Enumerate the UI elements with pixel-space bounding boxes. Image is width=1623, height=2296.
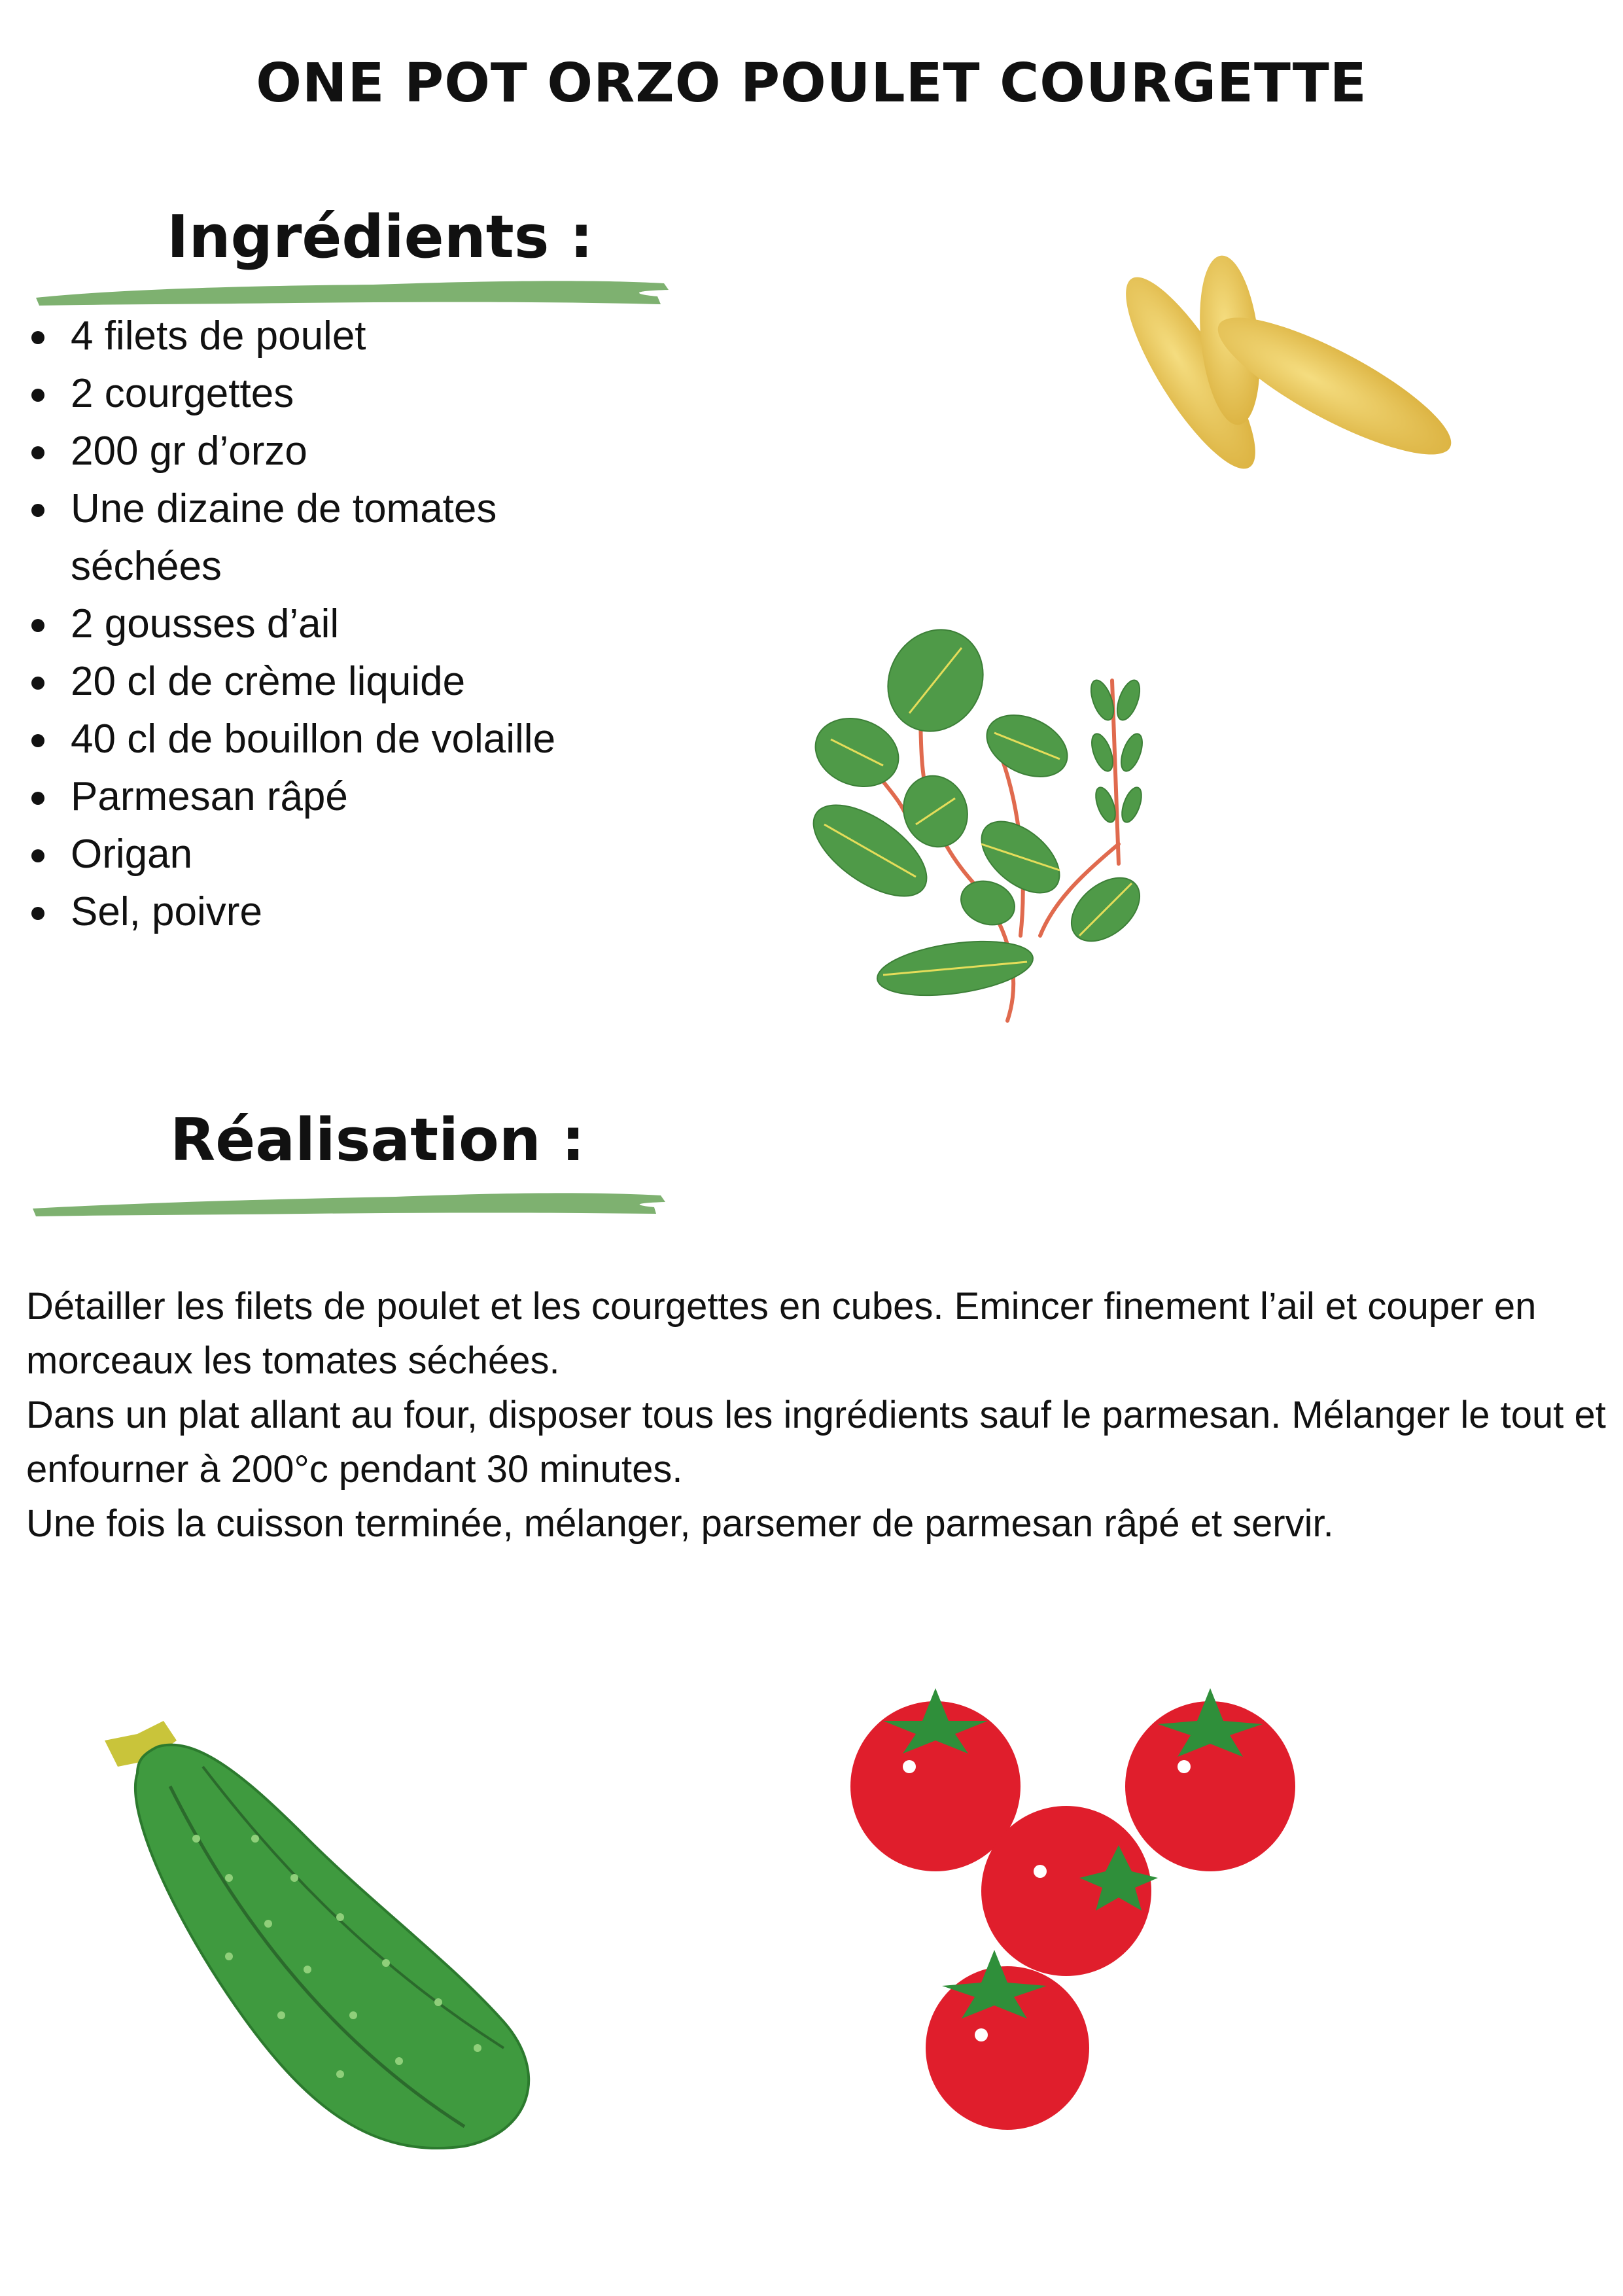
tomatoes-illustration — [844, 1662, 1315, 2159]
recipe-title: ONE POT ORZO POULET COURGETTE — [256, 52, 1367, 115]
ingredients-list — [26, 308, 563, 941]
ingredient-item: Sel, poivre — [26, 883, 563, 941]
ingredient-item: 4 filets de poulet — [26, 308, 563, 365]
herbs-illustration — [805, 628, 1197, 1034]
method-step: Une fois la cuisson terminée, mélanger, parsemer de parmesan râpé et servir. — [26, 1502, 1334, 1545]
ingredient-item: 200 gr d’orzo — [26, 423, 563, 480]
ingredient-item: 2 courgettes — [26, 365, 563, 423]
ingredient-item: Origan — [26, 826, 563, 883]
ingredient-item: 40 cl de bouillon de volaille — [26, 711, 563, 768]
method-heading: Réalisation : — [170, 1106, 585, 1174]
ingredients-heading: Ingrédients : — [167, 203, 593, 272]
ingredient-item: Une dizaine de tomates séchées — [26, 480, 563, 595]
zucchini-illustration — [98, 1708, 569, 2179]
ingredient-item: 20 cl de crème liquide — [26, 653, 563, 711]
method-step: Détailler les filets de poulet et les courgettes en cubes. Emincer finement l’ail et couper en morceaux les tomates séchées. — [26, 1285, 1537, 1382]
ingredients-underline-brush — [33, 272, 674, 311]
method-underline-brush — [29, 1181, 671, 1220]
ingredient-item: Parmesan râpé — [26, 768, 563, 826]
method-step: Dans un plat allant au four, disposer tous les ingrédients sauf le parmesan. Mélanger le tout et enfourner à 200°c pendant 30 minutes. — [26, 1394, 1606, 1491]
orzo-illustration — [1112, 255, 1478, 530]
method-text — [26, 1279, 1609, 1551]
ingredient-item: 2 gousses d’ail — [26, 595, 563, 653]
